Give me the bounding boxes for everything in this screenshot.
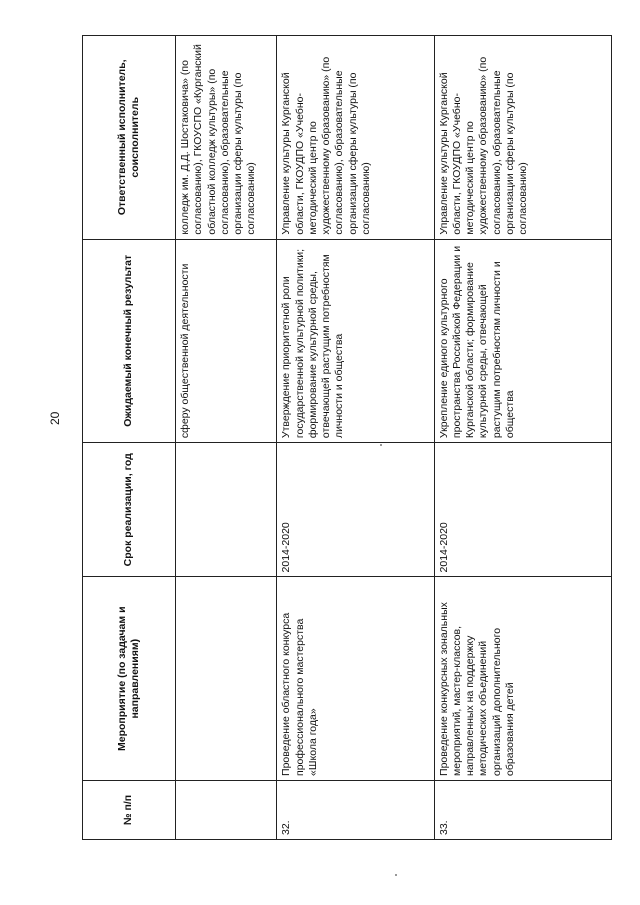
table-header-row	[83, 36, 176, 840]
page-number: 20	[48, 411, 62, 425]
scan-speck	[380, 444, 382, 446]
cell-period	[176, 443, 277, 577]
header-result: Ожидаемый конечный результат	[83, 239, 176, 443]
cell-result: Укрепление единого культурного пространства Российской Федерации и Курганской области; формирование культурной среды, отвечающей растущим потребностям личности и общества	[434, 239, 611, 443]
header-period: Срок реализации, год	[83, 443, 176, 577]
cell-event	[176, 577, 277, 781]
header-executor: Ответственный исполнитель, соисполнитель	[83, 36, 176, 240]
cell-executor: Управление культуры Курганской области, ГКОУДПО «Учебно-методический центр по художественному образованию» (по согласованию), образовательные организации сферы культуры (по согласованию)	[434, 36, 611, 240]
cell-executor: колледж им. Д.Д. Шостаковича» (по согласованию), ГКОУСПО «Курганский областной колледж культуры» (по согласованию), образовательные организации сферы культуры (по согласованию)	[176, 36, 277, 240]
table-row	[277, 36, 434, 840]
cell-period: 2014-2020	[434, 443, 611, 577]
cell-num: 33.	[434, 780, 611, 839]
cell-event: Проведение конкурсных зональных мероприятий, мастер-классов, направленных на поддержку методических объединений организаций дополнительного образования детей	[434, 577, 611, 781]
cell-result: сферу общественной деятельности	[176, 239, 277, 443]
cell-num: 32.	[277, 780, 434, 839]
cell-result: Утверждение приоритетной роли государственной культурной политики; формирование культурной среды, отвечающей растущим потребностям личности и общества	[277, 239, 434, 443]
program-table	[82, 35, 612, 840]
cell-num	[176, 780, 277, 839]
header-num: № п/п	[83, 780, 176, 839]
scan-speck	[395, 874, 397, 876]
cell-event: Проведение областного конкурса профессионального мастерства «Школа года»	[277, 577, 434, 781]
table-row	[176, 36, 277, 840]
table-row	[434, 36, 611, 840]
header-event: Мероприятие (по задачам и направлениям)	[83, 577, 176, 781]
rotated-table-container	[82, 35, 612, 840]
cell-executor: Управление культуры Курганской области, ГКОУДПО «Учебно-методический центр по художественному образованию» (по согласованию), образовательные организации сферы культуры (по согласованию)	[277, 36, 434, 240]
cell-period: 2014-2020	[277, 443, 434, 577]
